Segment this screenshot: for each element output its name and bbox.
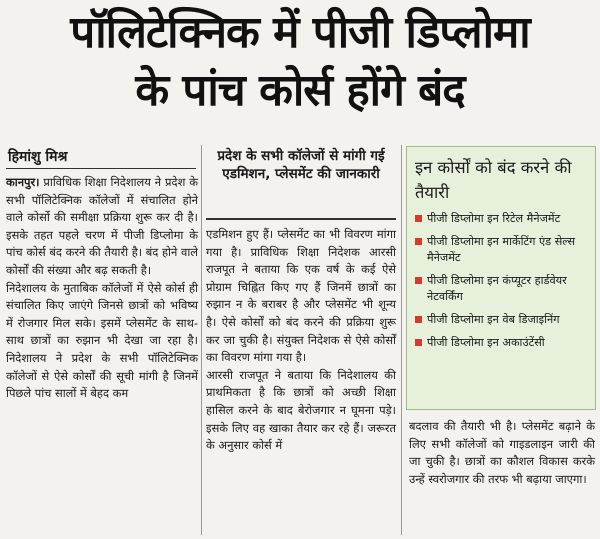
paragraph: बदलाव की तैयारी भी है। प्लेसमेंट बढ़ाने के लिए सभी कॉलेजों को गाइडलाइन जारी की जा चुकी है। छात्रों का कौशल विकास करके उन्हें स्वरोजगार की तरफ भी बढ़ाया जाएगा। xyxy=(409,419,595,486)
square-bullet-icon xyxy=(415,215,422,222)
course-list xyxy=(415,211,591,358)
list-item xyxy=(415,211,591,227)
subhead-rule xyxy=(206,218,396,220)
course-name: पीजी डिप्लोमा इन रिटेल मैनेजमेंट xyxy=(427,212,561,225)
article-column-2 xyxy=(206,226,396,455)
byline: हिमांशु मिश्र xyxy=(8,149,68,165)
course-name: पीजी डिप्लोमा इन वेब डिजाइनिंग xyxy=(427,313,560,326)
column-divider xyxy=(401,145,402,535)
headline xyxy=(0,4,600,120)
dateline: कानपुर। xyxy=(6,175,40,189)
paragraph: आरसी राजपूत ने बताया कि निदेशालय की प्राथमिकता है कि छात्रों को अच्छी शिक्षा हासिल करने के बाद बेरोजगार न घूमना पड़े। इसके लिए वह खाका तैयार कर रहे हैं। जरूरत के अनुसार कोर्स में xyxy=(206,367,396,453)
list-item xyxy=(415,273,591,305)
list-item xyxy=(415,312,591,328)
paragraph xyxy=(6,174,198,280)
headline-line-2: के पांच कोर्स होंगे बंद xyxy=(135,65,465,116)
headline-line-1: पॉलिटेक्निक में पीजी डिप्लोमा xyxy=(70,7,530,58)
course-name: पीजी डिप्लोमा इन अकाउंटेंसी xyxy=(427,336,545,349)
course-name: पीजी डिप्लोमा इन मार्केटिंग एंड सेल्स मैनेजमेंट xyxy=(427,235,576,264)
square-bullet-icon xyxy=(415,238,422,245)
course-name: पीजी डिप्लोमा इन कंप्यूटर हार्डवेयर नेटवर्किंग xyxy=(427,274,567,303)
box-title: इन कोर्सों को बंद करने की तैयारी xyxy=(415,158,572,202)
paragraph-text: प्राविधिक शिक्षा निदेशालय ने प्रदेश के सभी पॉलिटेक्निक कॉलेजों में संचालित होने वाले कोर्सो की समीक्षा प्रक्रिया शुरू कर दी है। इसके तहत पहले चरण में पीजी डिप्लोमा के पांच कोर्स बंद करने की तैयारी है। बंद होने वाले कोर्सों की संख्या और बढ़ सकती है। xyxy=(6,175,198,277)
paragraph: एडमिशन हुए हैं। प्लेसमेंट का भी विवरण मांगा गया है। प्राविधिक शिक्षा निदेशक आरसी राजपूत ने बताया कि एक वर्ष के कई ऐसे प्रोग्राम चिह्नित किए गए हैं जिनमें छात्रों का रुझान न के बराबर है और प्लेसमेंट भी शून्य है। ऐसे कोर्सों को बंद करने की प्रक्रिया शुरू कर जा चुकी है। संयुक्त निदेशक से ऐसे कोर्सों का विवरण मांगा गया है। xyxy=(206,227,396,365)
list-item xyxy=(415,335,591,351)
paragraph: निदेशालय के मुताबिक कॉलेजों में ऐसे कोर्स ही संचालित किए जाएंगे जिनसे छात्रों को भविष्य में रोजगार मिल सके। इसमें प्लेसमेंट के साथ-साथ छात्रों का रुझान भी देखा जा रहा है। निदेशालय ने प्रदेश के सभी पॉलिटेक्निक कॉलेजों से ऐसे कोर्सों की सूची मांगी है जिनमें पिछले पांच सालों में बेहद कम xyxy=(6,280,198,401)
subheadline: प्रदेश के सभी कॉलेजों से मांगी गई एडमिशन, प्लेसमेंट की जानकारी xyxy=(217,148,385,182)
byline-rule xyxy=(6,168,196,169)
square-bullet-icon xyxy=(415,277,422,284)
square-bullet-icon xyxy=(415,316,422,323)
article-column-1 xyxy=(6,174,198,403)
article-column-3 xyxy=(409,418,595,488)
courses-box xyxy=(406,146,596,410)
list-item xyxy=(415,234,591,266)
column-divider xyxy=(201,145,202,535)
square-bullet-icon xyxy=(415,339,422,346)
